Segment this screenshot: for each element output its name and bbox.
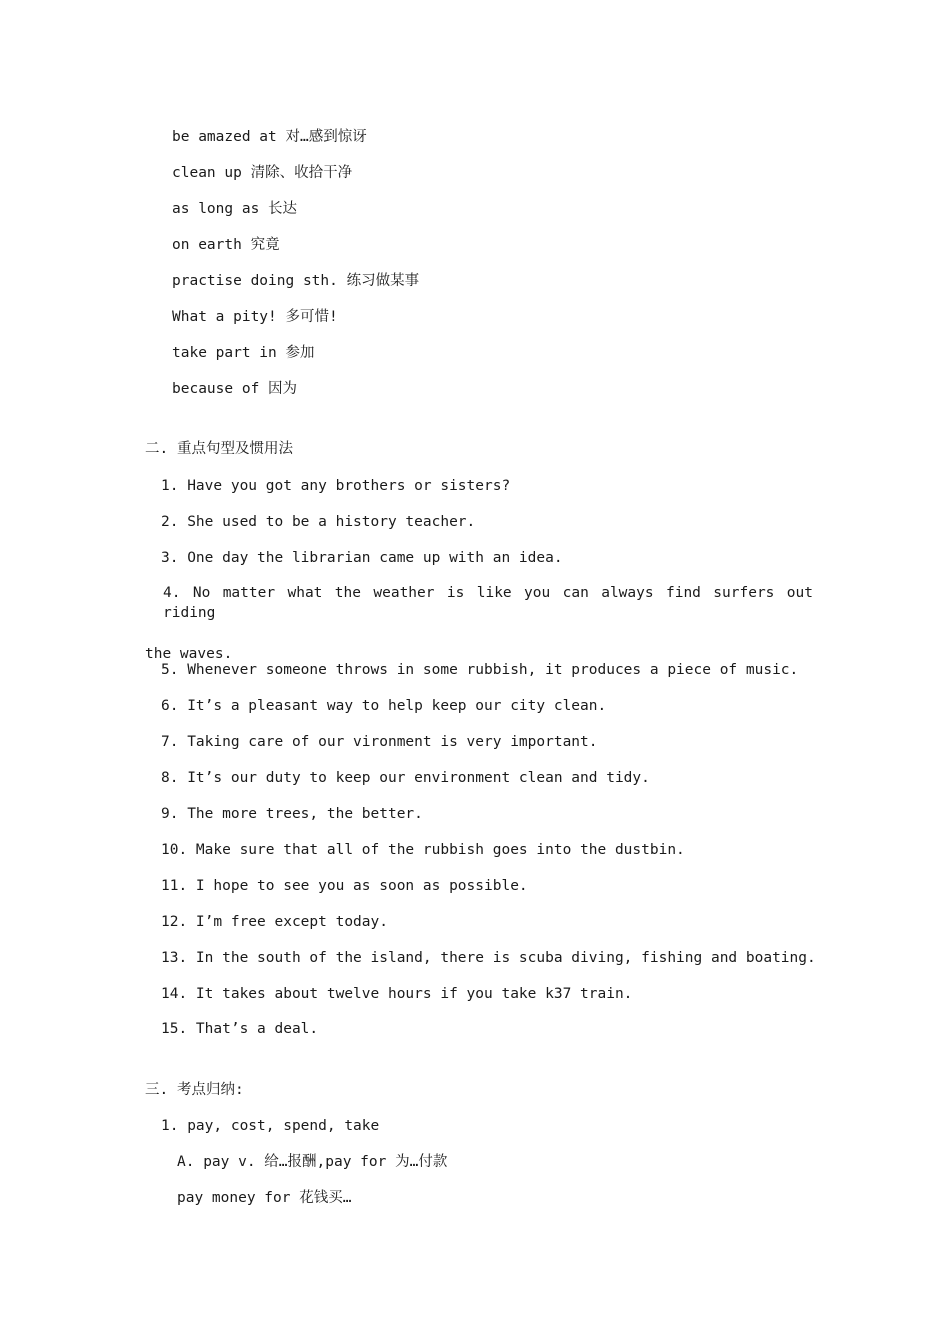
section-heading: 三. 考点归纳:: [145, 1082, 244, 1098]
sentence-item: 7. Taking care of our vironment is very important.: [161, 734, 598, 750]
sentence-item: 2. She used to be a history teacher.: [161, 514, 476, 530]
phrase-item: on earth 究竟: [172, 237, 280, 253]
phrase-item: clean up 清除、收拾干净: [172, 165, 353, 181]
sentence-item: 1. Have you got any brothers or sisters?: [161, 478, 511, 494]
section-heading: 二. 重点句型及惯用法: [145, 441, 293, 457]
sentence-item: 6. It’s a pleasant way to help keep our city clean.: [161, 698, 607, 714]
sentence-line: the waves.: [145, 646, 233, 662]
key-point-item: 1. pay, cost, spend, take: [161, 1118, 380, 1134]
key-point-detail: A. pay v. 给…报酬,pay for 为…付款: [177, 1154, 448, 1170]
phrase-item: as long as 长达: [172, 201, 298, 217]
sentence-item-wrapped: [145, 583, 813, 664]
sentence-item: 10. Make sure that all of the rubbish goes into the dustbin.: [161, 842, 685, 858]
phrase-item: take part in 参加: [172, 345, 315, 361]
sentence-item: 14. It takes about twelve hours if you take k37 train.: [161, 986, 633, 1002]
sentence-item: 3. One day the librarian came up with an idea.: [161, 550, 563, 566]
sentence-item: 5. Whenever someone throws in some rubbish, it produces a piece of music.: [161, 662, 799, 678]
phrase-item: because of 因为: [172, 381, 298, 397]
sentence-item: 8. It’s our duty to keep our environment clean and tidy.: [161, 770, 650, 786]
key-point-detail: pay money for 花钱买…: [177, 1190, 352, 1206]
sentence-item: 12. I’m free except today.: [161, 914, 388, 930]
phrase-item: practise doing sth. 练习做某事: [172, 273, 420, 289]
sentence-item: 11. I hope to see you as soon as possible.: [161, 878, 528, 894]
phrase-item: What a pity! 多可惜!: [172, 309, 338, 325]
sentence-item: 9. The more trees, the better.: [161, 806, 423, 822]
sentence-item: 13. In the south of the island, there is scuba diving, fishing and boating.: [161, 950, 816, 966]
sentence-item: 15. That’s a deal.: [161, 1021, 319, 1037]
sentence-line: 4. No matter what the weather is like you can always find surfers out riding: [163, 585, 813, 621]
phrase-item: be amazed at 对…感到惊讶: [172, 129, 367, 145]
